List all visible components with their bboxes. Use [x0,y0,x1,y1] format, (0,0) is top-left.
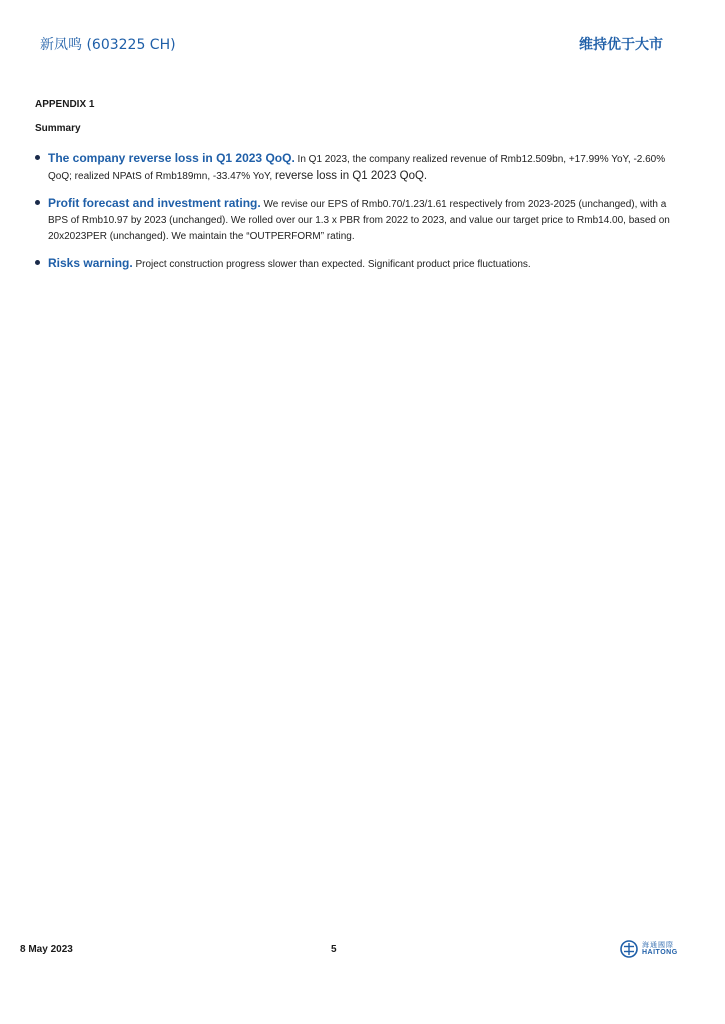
report-date: 8 May 2023 [20,944,73,955]
haitong-logo-icon [620,940,638,958]
haitong-logo [620,940,678,958]
bullet-item-earnings [35,150,675,185]
page-number: 5 [331,944,337,955]
logo-chinese-text: 海通國際 [642,941,674,949]
bullet-lead: Risks warning. [48,256,133,270]
report-ticker: 新凤鸣 (603225 CH) [40,37,176,53]
bullet-body: In Q1 2023, the company realized revenue of Rmb12.509bn, +17.99% YoY, -2.60% QoQ; realized NPAtS of Rmb189mn, -33.47% YoY, [48,154,666,182]
bullet-body: Project construction progress slower than expected. Significant product price fluctuations. [132,259,531,270]
appendix-heading: APPENDIX 1 [35,99,95,110]
bullet-lead: The company reverse loss in Q1 2023 QoQ. [48,151,295,165]
bullet-tail: reverse loss in Q1 2023 QoQ. [274,170,428,182]
logo-english-text: HAITONG [642,949,678,956]
bullet-dot-icon [35,200,40,205]
summary-list [35,150,675,283]
summary-heading: Summary [35,123,81,134]
bullet-dot-icon [35,155,40,160]
bullet-lead: Profit forecast and investment rating. [48,196,261,210]
bullet-item-risks [35,255,675,273]
bullet-body: We revise our EPS of Rmb0.70/1.23/1.61 respectively from 2023-2025 (unchanged), with a BPS of Rmb10.97 by 2023 (unchanged). We rolled over our 1.3 x PBR from 2022 to 2023, and value our target price to Rmb14.00, based on 20x2023PER (unchanged). We maintain the “OUTPERFORM” rating. [48,199,670,242]
rating-tagline: 维持优于大市 [579,37,663,53]
bullet-dot-icon [35,260,40,265]
bullet-item-forecast [35,195,675,245]
